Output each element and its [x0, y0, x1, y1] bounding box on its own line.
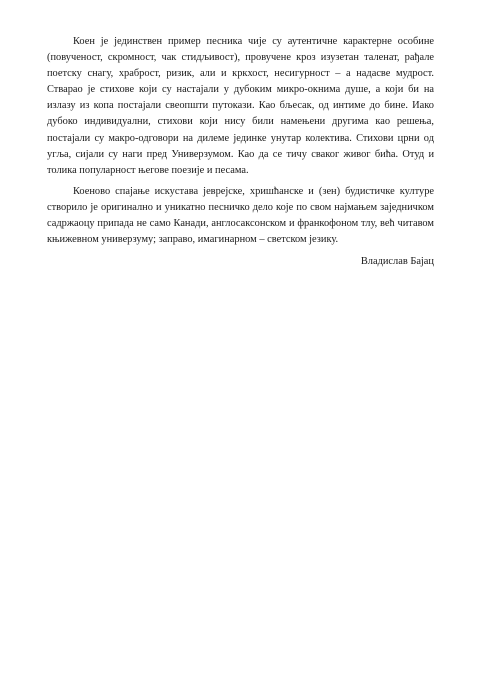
- author-signature: Владислав Бајац: [360, 256, 434, 268]
- paragraph-2: Коеново спајање искустава јеврејске, хришћанске и (зен) будистичке културе створило је оригинално и уникатно песничко дело које по свом најмањем заједничком садржаоцу припада не само Канади, англосаксонском и франкофоном тлу, већ читавом књижевном универзуму; заправо, имагинарном – светском језику.: [47, 185, 434, 246]
- paragraph-1: Коен је јединствен пример песника чије су аутентичне карактерне особине (повученост, скромност, чак стидљивост), провучене кроз изузетан таленат, рађале поетску снагу, храброст, ризик, али и кркхост, несигурност – а надасве мудрост. Стварао је стихове који су настајали у дубоким микро-окнима душе, а који би на излазу из копа постајали свеопшти путокази. Као бљесак, од интиме до бине. Иако дубоко индивидуални, стихови који нису били намењени другима као решења, постајали су макро-одговори на дилеме јединке унутар колектива. Стихови црни од угља, сијали су наги пред Универзумом. Као да се тичу сваког живог бића. Отуд и толика популарност његове поезије и песама.: [47, 36, 434, 176]
- text-block: [47, 34, 434, 270]
